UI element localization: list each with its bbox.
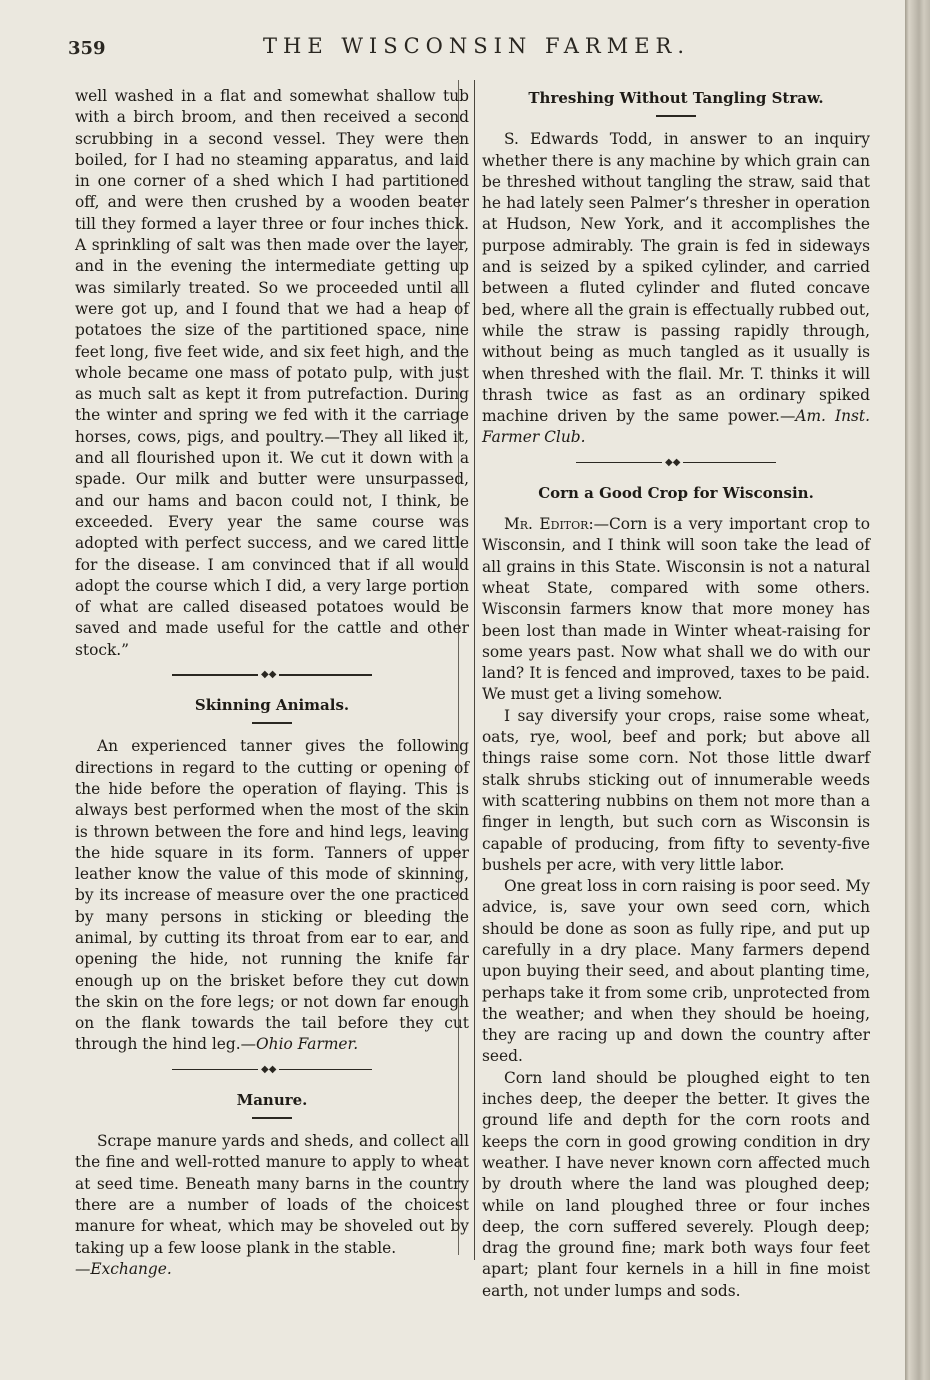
article-title-corn: Corn a Good Crop for Wisconsin. — [538, 483, 814, 502]
article-title-skinning: Skinning Animals. — [194, 696, 350, 715]
article-title-manure: Manure. — [236, 1090, 308, 1109]
article-paragraph: Mr. Editor:—Corn is a very important crop to Wisconsin, and I think will soon take the lead of all grains in this State. Wisconsin is not a natural wheat State, compared with some others. Wisconsin farmers know that more money has been lost than made in Winter wheat-raising for some years past. Now what shall we do with our land? It is fenced and improved, taxes to be paid. We must get a living somehow. — [482, 515, 870, 704]
section-divider: ◆◆ — [576, 457, 776, 469]
article-body-manure: Scrape manure yards and sheds, and collect all the fine and well-rotted manure to apply to wheat at seed time. Beneath many barns in the country there are a number of loads of the choicest manure for wheat, which may be shoveled out by taking up a few loose plank in the stable. — [75, 1132, 469, 1257]
article-source: —Exchange. — [75, 1259, 172, 1278]
title-rule — [252, 1117, 292, 1119]
article-paragraph: One great loss in corn raising is poor seed. My advice, is, save your own seed corn, which should be done as soon as fully ripe, and put up carefully in a dry place. Many farmers depend upon buying their seed, and about planting time, perhaps take it from some crib, unprotected from the weather; and when they should be hoeing, they are racing up and down the country after seed. — [482, 877, 870, 1066]
salutation: Mr. Editor — [504, 515, 589, 534]
article-title-threshing: Threshing Without Tangling Straw. — [528, 89, 824, 107]
section-divider: ◆◆ — [172, 1064, 372, 1076]
left-column — [75, 86, 469, 1280]
journal-title: THE WISCONSIN FARMER. — [263, 34, 691, 58]
right-column — [482, 86, 870, 1302]
page-edge — [905, 0, 930, 1380]
continued-article-text: well washed in a flat and somewhat shallow tub with a birch broom, and then received a second scrubbing in a second vessel. They were then boiled, for I had no steaming apparatus, and laid in one corner of a shed which I had partitioned off, and were then crushed by a wooden beater till they formed a layer three or four inches thick. A sprinkling of salt was then made over the layer, and in the evening the intermediate getting up was similarly treated. So we proceeded until all were got up, and I found that we had a heap of potatoes the size of the partitioned space, nine feet long, five feet wide, and six feet high, and the whole became one mass of potato pulp, with just as much salt as kept it from putrefaction. During the winter and spring we fed with it the carriage horses, cows, pigs, and poultry.—They all liked it, and all flourished upon it. We cut it down with a spade. Our milk and butter were unsurpassed, and our hams and bacon could not, I think, be exceeded. Every year the same course was adopted with perfect success, and we cared little for the disease. I am convinced that if all would adopt the course which I did, a very large portion of what are called diseased potatoes would be saved and made useful for the cattle and other stock.” — [75, 87, 469, 659]
title-rule — [252, 722, 292, 724]
article-source: Ohio Farmer. — [256, 1035, 359, 1054]
title-rule — [656, 115, 696, 117]
article-body-threshing: S. Edwards Todd, in answer to an inquiry whether there is any machine by which grain can be threshed without tangling the straw, said that he had lately seen Palmer’s thresher in operation at Hudson, New York, and it accomplishes the purpose admirably. The grain is fed in sideways and is seized by a spiked cylinder, and carried between a fluted cylinder and fluted concave bed, where all the grain is effectually rubbed out, while the straw is passing rapidly through, without being as much tangled as it usually is when threshed with the flail. Mr. T. thinks it will thrash twice as fast as an ordinary spiked machine driven by the same power.—Am. Inst. Farmer Club. — [482, 130, 870, 447]
column-rule — [474, 80, 475, 1260]
article-paragraph: I say diversify your crops, raise some wheat, oats, rye, wool, beef and pork; but above all things raise some corn. Not those little dwarf stalk shrubs sticking out of innumerable weeds with scattering nubbins on them not more than a finger in length, but such corn as Wisconsin is capable of producing, from fifty to seventy-five bushels per acre, with very little labor. — [482, 706, 870, 874]
article-source: Am. Inst. Farmer Club. — [482, 407, 870, 447]
section-divider: ◆◆ — [172, 669, 372, 681]
article-paragraph: Corn land should be ploughed eight to ten inches deep, the deeper the better. It gives the ground life and depth for the corn roots and keeps the corn in good growing condition in dry weather. I have never known corn affected much by drouth where the land was ploughed deep; while on land ploughed three or four inches deep, the corn suffered severely. Plough deep; drag the ground fine; mark both ways four feet apart; plant four kernels in a hill in fine moist earth, not under lumps and sods. — [482, 1068, 870, 1300]
page-number: 359 — [68, 38, 106, 59]
running-head — [68, 34, 868, 62]
article-body-skinning: An experienced tanner gives the following directions in regard to the cutting or opening of the hide before the operation of flaying. This is always best performed when the most of the skin is thrown between the fore and hind legs, leaving the hide square in its form. Tanners of upper leather know the value of this mode of skinning, by its increase of measure over the one practiced by many persons in sticking or bleeding the animal, by cutting its throat from ear to ear, and opening the hide, not running the knife far enough up on the brisket before they cut down the skin on the fore legs; or not down far enough on the flank towards the tail before they cut through the hind leg.—Ohio Farmer. — [75, 737, 469, 1054]
